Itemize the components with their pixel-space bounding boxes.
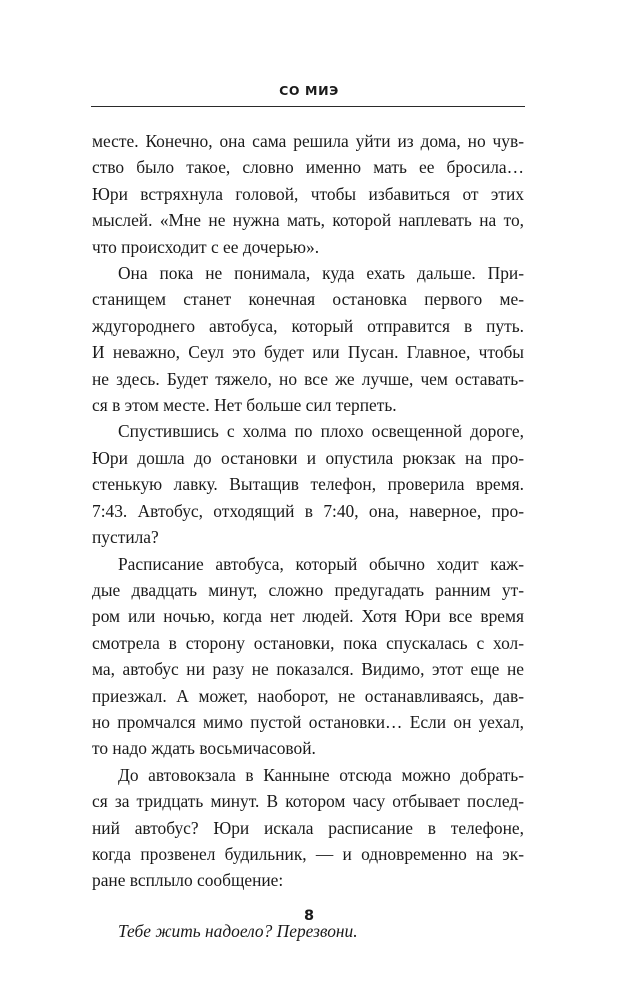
text-line: то надо ждать восьмичасовой. <box>92 738 316 759</box>
text-line: смотрела в сторону остановки, пока спускалась с хол- <box>92 632 524 653</box>
text-line: Юри дошла до остановки и опустила рюкзак на про- <box>92 447 524 468</box>
text-line: Она пока не понимала, куда ехать дальше. При- <box>118 263 524 284</box>
text-line: ство было такое, словно именно мать ее бросила… <box>92 157 524 178</box>
page-number: 8 <box>303 908 315 924</box>
text-line: ране всплыло сообщение: <box>92 870 284 891</box>
body-text <box>92 128 524 944</box>
text-line: дые двадцать минут, сложно предугадать ранним ут- <box>92 579 524 600</box>
text-line: Спустившись с холма по плохо освещенной дороге, <box>118 421 524 442</box>
text-line: ждугороднего автобуса, который отправится в путь. <box>92 315 524 336</box>
text-line: не здесь. Будет тяжело, но все же лучше, чем оставать- <box>92 368 524 389</box>
running-header: СО МИЭ <box>279 83 339 98</box>
text-line: ся за тридцать минут. В котором часу отбывает послед- <box>92 791 524 812</box>
paragraph-list <box>92 128 524 894</box>
text-line: месте. Конечно, она сама решила уйти из дома, но чув- <box>92 131 524 151</box>
text-line: приезжал. А может, наоборот, не останавливаясь, дав- <box>92 685 524 706</box>
text-line: Расписание автобуса, который обычно ходит каж- <box>118 553 524 574</box>
text-line: 7:43. Автобус, отходящий в 7:40, она, наверное, про- <box>92 500 524 521</box>
paragraph <box>92 551 524 762</box>
paragraph <box>92 418 524 550</box>
text-line: что происходит с ее дочерью». <box>92 236 320 257</box>
italic-message-quote: Тебе жить надоело? Перезвони. <box>118 920 358 941</box>
text-line: Юри встряхнула головой, чтобы избавиться от этих <box>92 183 524 204</box>
paragraph <box>92 260 524 418</box>
paragraph <box>92 762 524 894</box>
text-line: ма, автобус ни разу не показался. Видимо, этот еще не <box>92 659 524 680</box>
text-line: стенькую лавку. Вытащив телефон, проверила время. <box>92 474 524 495</box>
text-line: ром или ночью, когда нет людей. Хотя Юри все время <box>92 606 524 627</box>
text-line: ся в этом месте. Нет больше сил терпеть. <box>92 395 397 416</box>
text-line: ний автобус? Юри искала расписание в телефоне, <box>92 817 524 838</box>
paragraph <box>92 128 524 260</box>
text-line: И неважно, Сеул это будет или Пусан. Главное, чтобы <box>92 342 524 363</box>
text-line: пустила? <box>92 527 159 548</box>
text-line: но промчался мимо пустой остановки… Если он уехал, <box>92 711 524 732</box>
text-line: До автовокзала в Канныне отсюда можно добрать- <box>118 764 524 785</box>
text-line: станищем станет конечная остановка первого ме- <box>92 289 524 310</box>
header-rule <box>91 106 525 107</box>
text-line: мыслей. «Мне не нужна мать, которой наплевать на то, <box>92 210 524 231</box>
text-line: когда прозвенел будильник, — и одновременно на эк- <box>92 843 524 864</box>
